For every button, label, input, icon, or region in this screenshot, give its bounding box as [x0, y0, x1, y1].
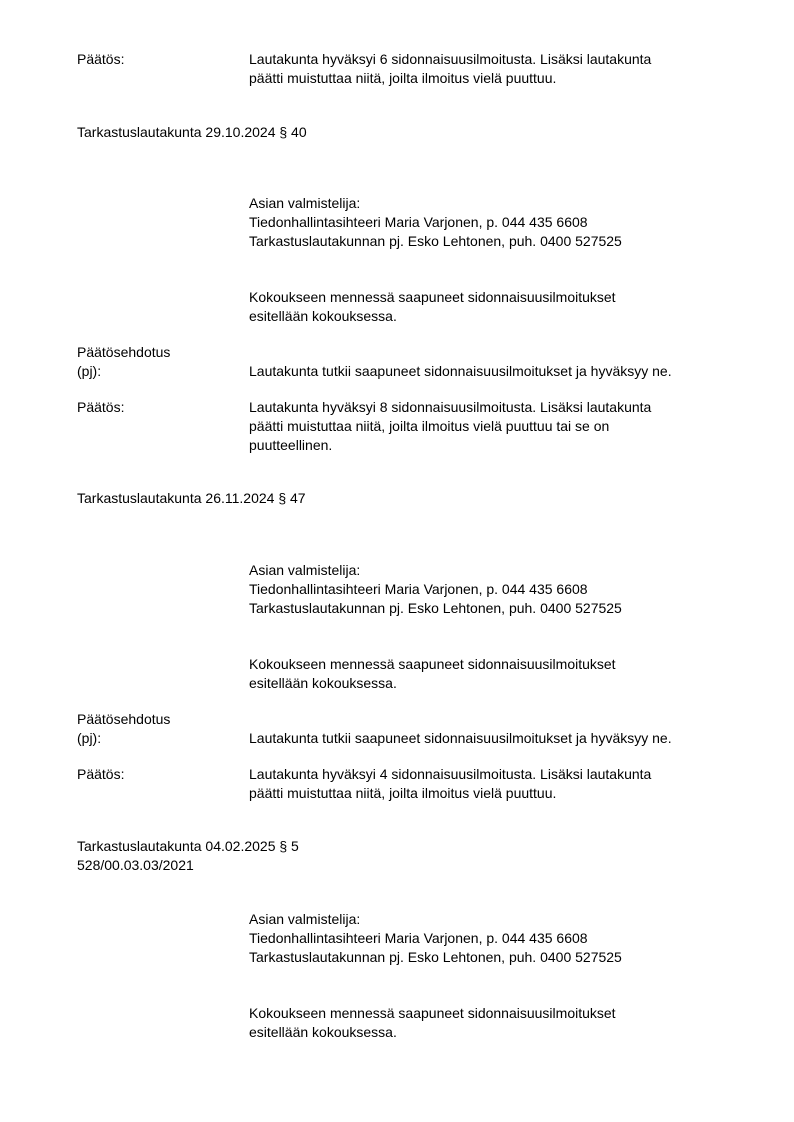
preparer-chair: Tarkastuslautakunnan pj. Esko Lehtonen, puh. 0400 527525	[249, 233, 622, 249]
presentation-text-line-2: esitellään kokouksessa.	[249, 675, 397, 691]
proposal-label-chair: (pj):	[77, 363, 102, 379]
presentation-text-line-1: Kokoukseen mennessä saapuneet sidonnaisuusilmoitukset	[249, 1005, 616, 1021]
presentation-text-line-1: Kokoukseen mennessä saapuneet sidonnaisuusilmoitukset	[249, 656, 616, 672]
preparer-secretary: Tiedonhallintasihteeri Maria Varjonen, p. 044 435 6608	[249, 214, 588, 230]
proposal-text: Lautakunta tutkii saapuneet sidonnaisuusilmoitukset ja hyväksyy ne.	[249, 363, 672, 379]
decision-text-line-3: puutteellinen.	[249, 437, 333, 453]
proposal-text: Lautakunta tutkii saapuneet sidonnaisuusilmoitukset ja hyväksyy ne.	[249, 730, 672, 746]
meeting-heading: Tarkastuslautakunta 26.11.2024 § 47	[77, 490, 306, 506]
preparer-chair: Tarkastuslautakunnan pj. Esko Lehtonen, puh. 0400 527525	[249, 600, 622, 616]
top-decision-label: Päätös:	[77, 51, 125, 67]
decision-text-line-1: Lautakunta hyväksyi 4 sidonnaisuusilmoitusta. Lisäksi lautakunta	[249, 766, 652, 782]
proposal-label: Päätösehdotus	[77, 711, 171, 727]
meeting-heading: Tarkastuslautakunta 04.02.2025 § 5	[77, 838, 299, 854]
presentation-text-line-1: Kokoukseen mennessä saapuneet sidonnaisuusilmoitukset	[249, 289, 616, 305]
preparer-secretary: Tiedonhallintasihteeri Maria Varjonen, p. 044 435 6608	[249, 581, 588, 597]
preparer-secretary: Tiedonhallintasihteeri Maria Varjonen, p. 044 435 6608	[249, 930, 588, 946]
decision-label: Päätös:	[77, 399, 125, 415]
decision-text-line-2: päätti muistuttaa niitä, joilta ilmoitus vielä puuttuu.	[249, 785, 557, 801]
proposal-label: Päätösehdotus	[77, 344, 171, 360]
decision-label: Päätös:	[77, 766, 125, 782]
preparer-label: Asian valmistelija:	[249, 195, 361, 211]
preparer-label: Asian valmistelija:	[249, 911, 361, 927]
decision-text-line-1: Lautakunta hyväksyi 8 sidonnaisuusilmoitusta. Lisäksi lautakunta	[249, 399, 652, 415]
preparer-chair: Tarkastuslautakunnan pj. Esko Lehtonen, puh. 0400 527525	[249, 949, 622, 965]
meeting-heading: Tarkastuslautakunta 29.10.2024 § 40	[77, 124, 307, 140]
presentation-text-line-2: esitellään kokouksessa.	[249, 308, 397, 324]
top-decision-text-line-2: päätti muistuttaa niitä, joilta ilmoitus vielä puuttuu.	[249, 70, 557, 86]
proposal-label-chair: (pj):	[77, 730, 102, 746]
preparer-label: Asian valmistelija:	[249, 562, 361, 578]
file-number: 528/00.03.03/2021	[77, 857, 194, 873]
decision-text-line-2: päätti muistuttaa niitä, joilta ilmoitus vielä puuttuu tai se on	[249, 418, 610, 434]
presentation-text-line-2: esitellään kokouksessa.	[249, 1024, 397, 1040]
top-decision-text-line-1: Lautakunta hyväksyi 6 sidonnaisuusilmoitusta. Lisäksi lautakunta	[249, 51, 652, 67]
